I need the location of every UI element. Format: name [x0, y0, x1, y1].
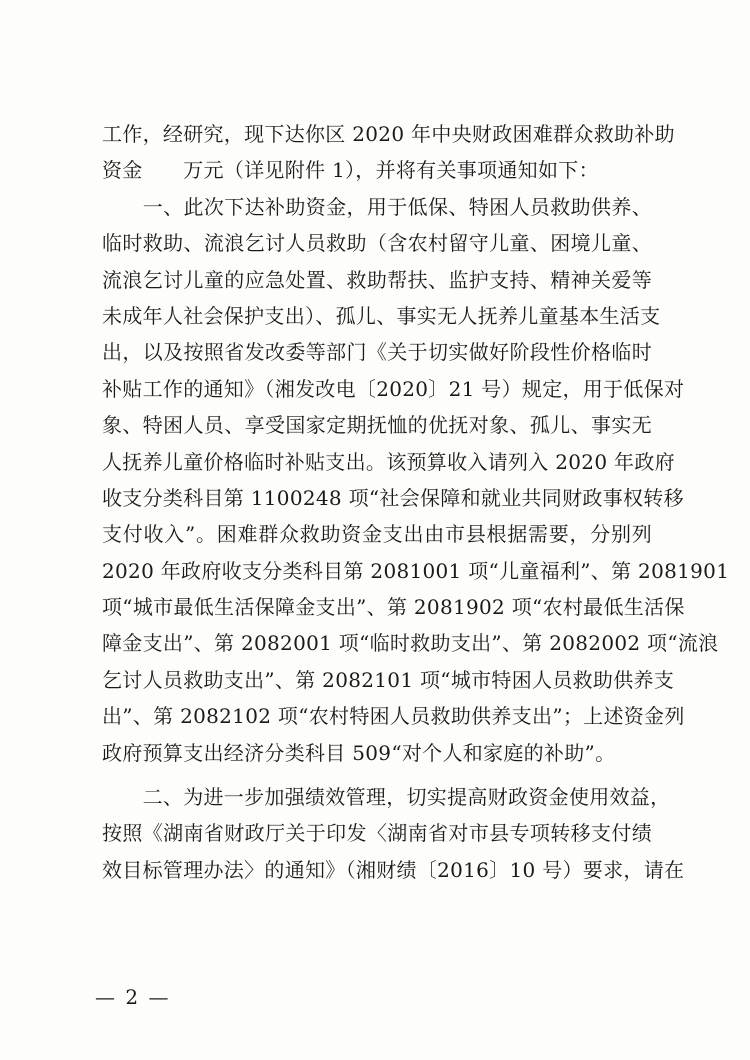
text-line: 资金 万元（详见附件 1），并将有关事项通知如下：: [102, 158, 599, 183]
text-line: 一、此次下达补助资金，用于低保、特困人员救助供养、: [102, 194, 652, 219]
paragraph-1: [102, 116, 675, 189]
text-line: 人抚养儿童价格临时补贴支出。该预算收入请列入 2020 年政府: [102, 449, 675, 474]
text-line: 工作，经研究，现下达你区 2020 年中央财政困难群众救助补助: [102, 122, 675, 146]
text-line: 未成年人社会保护支出）、孤儿、事实无人抚养儿童基本生活支: [102, 303, 661, 328]
text-line: 2020 年政府收支分类科目第 2081001 项“儿童福利”、第 2081901: [102, 558, 730, 583]
text-line: 效目标管理办法〉的通知》（湘财绩〔2016〕10 号）要求，请在: [102, 857, 685, 882]
text-line: 按照《湖南省财政厅关于印发〈湖南省对市县专项转移支付绩: [102, 821, 652, 846]
text-line: 流浪乞讨儿童的应急处置、救助帮扶、监护支持、精神关爱等: [102, 267, 652, 292]
text-line: 政府预算支出经济分类科目 509“对个人和家庭的补助”。: [102, 740, 616, 765]
text-line: 出，以及按照省发改委等部门《关于切实做好阶段性价格临时: [102, 340, 652, 365]
paragraph-3: [102, 779, 685, 888]
text-line: 二、为进一步加强绩效管理，切实提高财政资金使用效益，: [102, 785, 671, 810]
text-line: 项“城市最低生活保障金支出”、第 2081902 项“农村最低生活保: [102, 595, 685, 620]
paragraph-2: [102, 189, 730, 771]
document-body: [102, 116, 730, 888]
page-number: — 2 —: [95, 985, 171, 1009]
text-line: 收支分类科目第 1100248 项“社会保障和就业共同财政事权转移: [102, 485, 684, 510]
text-line: 乞讨人员救助支出”、第 2082101 项“城市特困人员救助供养支: [102, 667, 675, 692]
text-line: 象、特困人员、享受国家定期抚恤的优抚对象、孤儿、事实无: [102, 413, 652, 438]
text-line: 障金支出”、第 2082001 项“临时救助支出”、第 2082002 项“流浪: [102, 631, 719, 656]
text-line: 支付收入”。困难群众救助资金支出由市县根据需要，分别列: [102, 522, 652, 547]
text-line: 临时救助、流浪乞讨人员救助（含农村留守儿童、困境儿童、: [102, 231, 652, 256]
text-line: 补贴工作的通知》（湘发改电〔2020〕21 号）规定，用于低保对: [102, 376, 685, 401]
paragraph-spacer: [102, 771, 652, 779]
text-line: 出”、第 2082102 项“农村特困人员救助供养支出”；上述资金列: [102, 704, 685, 729]
